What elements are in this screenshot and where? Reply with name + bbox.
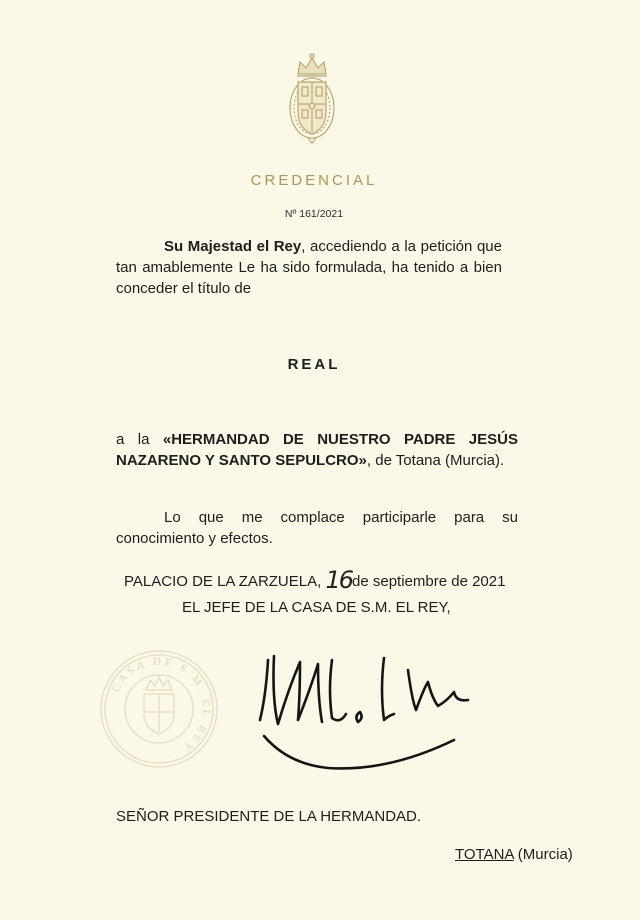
intro-paragraph bbox=[116, 236, 502, 299]
city-name: TOTANA bbox=[455, 846, 514, 863]
place: PALACIO DE LA ZARZUELA, bbox=[124, 573, 322, 590]
embossed-seal-icon bbox=[98, 648, 220, 770]
recipient-prefix: a la bbox=[116, 431, 163, 448]
granted-title: REAL bbox=[287, 356, 341, 373]
closing-paragraph: Lo que me complace participarle para su conocimiento y efectos. bbox=[116, 509, 518, 547]
document-number: Nº 161/2021 bbox=[284, 208, 344, 220]
intro-bold: Su Majestad el Rey bbox=[164, 238, 302, 255]
royal-coat-of-arms-icon bbox=[284, 52, 340, 144]
recipient-city bbox=[455, 846, 573, 863]
signatory-title: EL JEFE DE LA CASA DE S.M. EL REY, bbox=[182, 599, 451, 616]
intro-text: , accediendo a la petición que tan amablemente Le ha sido formulada, ha tenido a bien conceder el título de bbox=[116, 238, 502, 297]
date-rest: de septiembre de 2021 bbox=[352, 573, 506, 590]
region-name: (Murcia) bbox=[517, 846, 573, 863]
document-heading: CREDENCIAL bbox=[250, 172, 378, 189]
recipient-suffix: , de Totana (Murcia). bbox=[366, 452, 505, 469]
seal-text: CASA DE S.M. EL REY bbox=[109, 655, 213, 755]
recipient-paragraph bbox=[116, 429, 518, 471]
place-date-line bbox=[124, 564, 505, 592]
handwritten-signature bbox=[248, 640, 478, 780]
recipient-name: «HERMANDAD DE NUESTRO PADRE JESÚS NAZARENO Y SANTO SEPULCRO» bbox=[116, 431, 518, 469]
handwritten-day: 16 bbox=[325, 566, 353, 594]
addressee: SEÑOR PRESIDENTE DE LA HERMANDAD. bbox=[116, 808, 422, 825]
